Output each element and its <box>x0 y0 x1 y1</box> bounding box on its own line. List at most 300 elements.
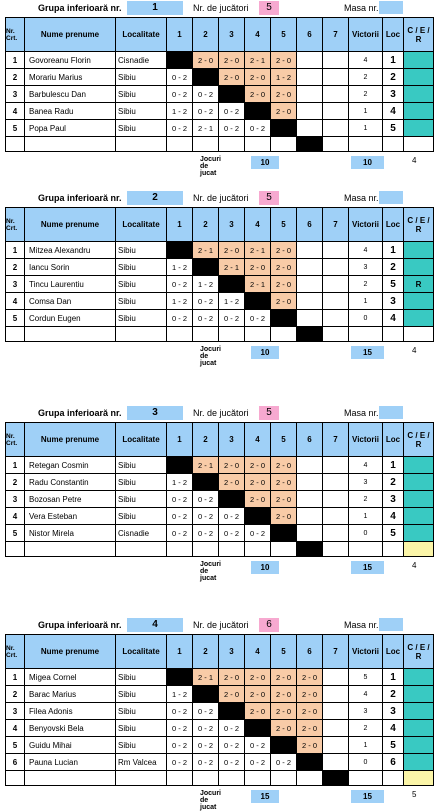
score-cell[interactable]: 0 - 2 <box>193 754 219 771</box>
player-name[interactable] <box>25 771 116 786</box>
player-locality[interactable]: Sibiu <box>116 86 167 103</box>
players-count[interactable]: 5 <box>259 406 279 420</box>
score-cell[interactable] <box>167 542 193 557</box>
score-cell[interactable]: 2 - 0 <box>245 669 271 686</box>
cer-cell[interactable] <box>404 103 434 120</box>
score-cell[interactable] <box>297 457 323 474</box>
score-cell[interactable]: 0 - 2 <box>193 508 219 525</box>
score-cell[interactable] <box>297 293 323 310</box>
score-cell[interactable]: 2 - 0 <box>245 474 271 491</box>
player-name[interactable] <box>25 327 116 342</box>
self-match-cell[interactable] <box>271 737 297 754</box>
score-cell[interactable]: 2 - 0 <box>271 242 297 259</box>
player-locality[interactable]: Sibiu <box>116 276 167 293</box>
table-number-box[interactable] <box>379 191 403 204</box>
col-header-opponent: 2 <box>193 18 219 52</box>
score-cell[interactable]: 2 - 0 <box>271 103 297 120</box>
self-match-cell[interactable] <box>219 86 245 103</box>
player-name[interactable]: Bozosan Petre <box>25 491 116 508</box>
player-name[interactable]: Migea Cornel <box>25 669 116 686</box>
player-locality[interactable] <box>116 542 167 557</box>
col-header-name: Nume prenume <box>25 208 116 242</box>
self-match-cell[interactable] <box>297 542 323 557</box>
self-match-cell[interactable] <box>271 120 297 137</box>
player-locality[interactable]: Rm Valcea <box>116 754 167 771</box>
score-cell[interactable] <box>323 542 349 557</box>
rank-cell[interactable] <box>383 327 404 342</box>
score-cell[interactable]: 2 - 0 <box>219 242 245 259</box>
self-match-cell[interactable] <box>193 259 219 276</box>
player-name[interactable]: Banea Radu <box>25 103 116 120</box>
score-cell[interactable]: 0 - 2 <box>167 276 193 293</box>
score-cell[interactable]: 2 - 0 <box>271 276 297 293</box>
player-name[interactable]: Vera Esteban <box>25 508 116 525</box>
score-cell[interactable] <box>193 771 219 786</box>
score-cell[interactable] <box>167 137 193 152</box>
row-number <box>6 542 25 557</box>
score-cell[interactable]: 2 - 0 <box>297 737 323 754</box>
score-cell[interactable] <box>323 276 349 293</box>
score-cell[interactable]: 2 - 0 <box>219 52 245 69</box>
player-locality[interactable]: Sibiu <box>116 457 167 474</box>
player-name[interactable]: Govoreanu Florin <box>25 52 116 69</box>
rank-cell[interactable]: 2 <box>383 259 404 276</box>
rank-cell[interactable]: 3 <box>383 86 404 103</box>
score-cell[interactable]: 0 - 2 <box>219 120 245 137</box>
score-cell[interactable] <box>297 120 323 137</box>
rank-cell[interactable]: 1 <box>383 52 404 69</box>
score-cell[interactable] <box>297 259 323 276</box>
cer-cell[interactable] <box>404 242 434 259</box>
rank-cell[interactable]: 4 <box>383 310 404 327</box>
score-cell[interactable]: 2 - 0 <box>219 474 245 491</box>
player-locality[interactable]: Sibiu <box>116 103 167 120</box>
group-number[interactable]: 3 <box>127 406 183 420</box>
self-match-cell[interactable] <box>219 703 245 720</box>
score-cell[interactable] <box>323 327 349 342</box>
score-cell[interactable] <box>297 310 323 327</box>
rank-cell[interactable]: 2 <box>383 686 404 703</box>
cer-cell[interactable] <box>404 491 434 508</box>
score-cell[interactable]: 0 - 2 <box>271 754 297 771</box>
player-locality[interactable] <box>116 137 167 152</box>
score-cell[interactable]: 0 - 2 <box>167 120 193 137</box>
score-cell[interactable]: 0 - 2 <box>193 703 219 720</box>
player-name[interactable]: Benyovski Bela <box>25 720 116 737</box>
rank-cell[interactable]: 5 <box>383 737 404 754</box>
player-locality[interactable]: Sibiu <box>116 242 167 259</box>
score-cell[interactable]: 2 - 0 <box>297 703 323 720</box>
score-cell[interactable]: 0 - 2 <box>193 525 219 542</box>
score-cell[interactable] <box>219 542 245 557</box>
row-number: 2 <box>6 69 25 86</box>
score-cell[interactable]: 2 - 1 <box>245 52 271 69</box>
score-cell[interactable]: 2 - 0 <box>271 293 297 310</box>
player-locality[interactable]: Sibiu <box>116 686 167 703</box>
player-name[interactable]: Mitzea Alexandru <box>25 242 116 259</box>
rank-cell[interactable]: 1 <box>383 669 404 686</box>
cer-cell[interactable] <box>404 754 434 771</box>
score-cell[interactable]: 2 - 0 <box>297 669 323 686</box>
score-cell[interactable]: 0 - 2 <box>245 120 271 137</box>
score-cell[interactable] <box>297 771 323 786</box>
table-row <box>6 242 434 259</box>
score-cell[interactable] <box>323 737 349 754</box>
score-cell[interactable]: 0 - 2 <box>193 103 219 120</box>
self-match-cell[interactable] <box>245 293 271 310</box>
score-cell[interactable] <box>323 457 349 474</box>
score-cell[interactable] <box>323 703 349 720</box>
self-match-cell[interactable] <box>271 310 297 327</box>
self-match-cell[interactable] <box>245 508 271 525</box>
score-cell[interactable] <box>245 327 271 342</box>
score-cell[interactable]: 0 - 2 <box>219 525 245 542</box>
score-cell[interactable]: 2 - 0 <box>271 52 297 69</box>
player-locality[interactable]: Sibiu <box>116 69 167 86</box>
player-name[interactable]: Radu Constantin <box>25 474 116 491</box>
score-cell[interactable]: 0 - 2 <box>167 310 193 327</box>
self-match-cell[interactable] <box>219 276 245 293</box>
self-match-cell[interactable] <box>219 491 245 508</box>
table-number-box[interactable] <box>379 618 403 631</box>
cer-cell[interactable] <box>404 293 434 310</box>
score-cell[interactable] <box>219 327 245 342</box>
rank-cell[interactable]: 4 <box>383 508 404 525</box>
score-cell[interactable]: 0 - 2 <box>167 525 193 542</box>
player-locality[interactable] <box>116 771 167 786</box>
score-cell[interactable]: 1 - 2 <box>193 276 219 293</box>
rank-cell[interactable]: 3 <box>383 703 404 720</box>
player-locality[interactable]: Sibiu <box>116 669 167 686</box>
score-cell[interactable] <box>323 474 349 491</box>
cer-cell[interactable] <box>404 474 434 491</box>
group-header <box>0 0 434 17</box>
group-number[interactable]: 4 <box>127 618 183 632</box>
score-cell[interactable]: 0 - 2 <box>167 86 193 103</box>
player-locality[interactable]: Sibiu <box>116 737 167 754</box>
score-cell[interactable]: 2 - 0 <box>271 720 297 737</box>
score-cell[interactable]: 2 - 0 <box>297 686 323 703</box>
self-match-cell[interactable] <box>323 771 349 786</box>
cer-cell[interactable] <box>404 327 434 342</box>
score-cell[interactable] <box>219 771 245 786</box>
score-cell[interactable]: 2 - 0 <box>245 457 271 474</box>
cer-cell[interactable] <box>404 259 434 276</box>
group-number[interactable]: 2 <box>127 191 183 205</box>
score-cell[interactable]: 0 - 2 <box>219 720 245 737</box>
score-cell[interactable]: 0 - 2 <box>193 737 219 754</box>
score-cell[interactable] <box>323 69 349 86</box>
player-locality[interactable]: Sibiu <box>116 491 167 508</box>
cer-cell[interactable] <box>404 508 434 525</box>
cer-cell[interactable] <box>404 525 434 542</box>
score-cell[interactable] <box>245 771 271 786</box>
rank-cell[interactable]: 4 <box>383 720 404 737</box>
score-cell[interactable] <box>323 293 349 310</box>
player-name[interactable]: Tincu Laurentiu <box>25 276 116 293</box>
score-cell[interactable]: 2 - 0 <box>271 474 297 491</box>
score-cell[interactable]: 0 - 2 <box>219 310 245 327</box>
player-locality[interactable]: Sibiu <box>116 310 167 327</box>
score-cell[interactable]: 2 - 0 <box>245 703 271 720</box>
rank-cell[interactable] <box>383 542 404 557</box>
score-cell[interactable] <box>297 52 323 69</box>
score-cell[interactable]: 0 - 2 <box>167 720 193 737</box>
score-cell[interactable]: 0 - 2 <box>219 508 245 525</box>
score-cell[interactable]: 2 - 0 <box>219 457 245 474</box>
score-cell[interactable] <box>219 137 245 152</box>
score-cell[interactable]: 2 - 1 <box>193 120 219 137</box>
player-name[interactable]: Retegan Cosmin <box>25 457 116 474</box>
self-match-cell[interactable] <box>193 686 219 703</box>
cer-cell[interactable] <box>404 310 434 327</box>
player-name[interactable] <box>25 137 116 152</box>
score-cell[interactable]: 2 - 0 <box>245 686 271 703</box>
score-cell[interactable]: 2 - 0 <box>245 86 271 103</box>
score-cell[interactable]: 2 - 0 <box>271 669 297 686</box>
table-number-box[interactable] <box>379 1 403 14</box>
players-count[interactable]: 6 <box>259 618 279 632</box>
score-cell[interactable]: 2 - 0 <box>271 508 297 525</box>
score-cell[interactable]: 0 - 2 <box>219 737 245 754</box>
rank-cell[interactable] <box>383 771 404 786</box>
rank-cell[interactable]: 4 <box>383 103 404 120</box>
rank-cell[interactable]: 6 <box>383 754 404 771</box>
player-name[interactable]: Iancu Sorin <box>25 259 116 276</box>
score-cell[interactable] <box>297 491 323 508</box>
self-match-cell[interactable] <box>271 525 297 542</box>
score-cell[interactable]: 2 - 1 <box>245 242 271 259</box>
cer-cell[interactable] <box>404 720 434 737</box>
score-cell[interactable] <box>167 327 193 342</box>
score-cell[interactable]: 2 - 1 <box>193 242 219 259</box>
score-cell[interactable] <box>323 242 349 259</box>
score-cell[interactable] <box>245 542 271 557</box>
score-cell[interactable]: 0 - 2 <box>245 754 271 771</box>
player-name[interactable]: Barbulescu Dan <box>25 86 116 103</box>
player-locality[interactable]: Sibiu <box>116 703 167 720</box>
self-match-cell[interactable] <box>297 327 323 342</box>
score-cell[interactable] <box>323 686 349 703</box>
score-cell[interactable]: 2 - 0 <box>271 259 297 276</box>
score-cell[interactable]: 2 - 0 <box>193 52 219 69</box>
self-match-cell[interactable] <box>297 754 323 771</box>
score-cell[interactable] <box>271 542 297 557</box>
score-cell[interactable] <box>323 525 349 542</box>
score-cell[interactable]: 2 - 0 <box>271 86 297 103</box>
rank-cell[interactable]: 3 <box>383 293 404 310</box>
player-name[interactable]: Nistor Mirela <box>25 525 116 542</box>
row-number: 1 <box>6 242 25 259</box>
self-match-cell[interactable] <box>245 103 271 120</box>
score-cell[interactable] <box>323 86 349 103</box>
group-number[interactable]: 1 <box>127 1 183 15</box>
cer-cell[interactable] <box>404 69 434 86</box>
table-number-box[interactable] <box>379 406 403 419</box>
rank-cell[interactable]: 2 <box>383 474 404 491</box>
score-cell[interactable] <box>323 52 349 69</box>
score-cell[interactable]: 0 - 2 <box>193 720 219 737</box>
player-locality[interactable]: Sibiu <box>116 720 167 737</box>
score-cell[interactable] <box>193 327 219 342</box>
row-number <box>6 137 25 152</box>
score-cell[interactable]: 2 - 0 <box>271 491 297 508</box>
player-name[interactable]: Barac Marius <box>25 686 116 703</box>
victories-cell: 2 <box>349 86 383 103</box>
player-locality[interactable]: Cisnadie <box>116 52 167 69</box>
score-cell[interactable] <box>193 542 219 557</box>
rank-cell[interactable] <box>383 137 404 152</box>
score-cell[interactable]: 2 - 1 <box>219 259 245 276</box>
score-cell[interactable] <box>297 474 323 491</box>
player-locality[interactable]: Sibiu <box>116 474 167 491</box>
score-cell[interactable]: 2 - 0 <box>271 457 297 474</box>
score-cell[interactable] <box>323 103 349 120</box>
cer-cell[interactable] <box>404 669 434 686</box>
score-cell[interactable]: 2 - 1 <box>245 276 271 293</box>
score-cell[interactable] <box>323 259 349 276</box>
player-locality[interactable]: Sibiu <box>116 508 167 525</box>
players-count[interactable]: 5 <box>259 1 279 15</box>
cer-cell[interactable] <box>404 120 434 137</box>
player-name[interactable]: Cordun Eugen <box>25 310 116 327</box>
player-name[interactable]: Comsa Dan <box>25 293 116 310</box>
score-cell[interactable]: 2 - 1 <box>193 457 219 474</box>
score-cell[interactable] <box>323 669 349 686</box>
player-name[interactable] <box>25 542 116 557</box>
score-cell[interactable]: 2 - 0 <box>271 686 297 703</box>
score-cell[interactable]: 1 - 2 <box>219 293 245 310</box>
cer-cell[interactable] <box>404 542 434 557</box>
score-cell[interactable]: 0 - 2 <box>245 310 271 327</box>
player-locality[interactable]: Sibiu <box>116 259 167 276</box>
score-cell[interactable]: 1 - 2 <box>167 686 193 703</box>
score-cell[interactable] <box>167 771 193 786</box>
score-cell[interactable]: 1 - 2 <box>167 259 193 276</box>
self-match-cell[interactable] <box>245 720 271 737</box>
cer-cell[interactable] <box>404 52 434 69</box>
score-cell[interactable]: 0 - 2 <box>193 293 219 310</box>
player-locality[interactable]: Sibiu <box>116 293 167 310</box>
score-cell[interactable]: 2 - 0 <box>245 491 271 508</box>
score-cell[interactable]: 0 - 2 <box>219 754 245 771</box>
score-cell[interactable]: 2 - 0 <box>219 669 245 686</box>
score-cell[interactable] <box>297 103 323 120</box>
cer-cell[interactable] <box>404 703 434 720</box>
score-cell[interactable] <box>271 327 297 342</box>
score-cell[interactable]: 0 - 2 <box>245 525 271 542</box>
rank-cell[interactable]: 1 <box>383 242 404 259</box>
score-cell[interactable] <box>297 276 323 293</box>
cer-cell[interactable] <box>404 686 434 703</box>
score-cell[interactable]: 0 - 2 <box>167 508 193 525</box>
rank-cell[interactable]: 5 <box>383 120 404 137</box>
cer-cell[interactable] <box>404 737 434 754</box>
score-cell[interactable] <box>323 508 349 525</box>
score-cell[interactable] <box>297 242 323 259</box>
score-cell[interactable] <box>297 508 323 525</box>
player-name[interactable]: Popa Paul <box>25 120 116 137</box>
player-name[interactable]: Filea Adonis <box>25 703 116 720</box>
self-match-cell[interactable] <box>193 69 219 86</box>
score-cell[interactable] <box>297 86 323 103</box>
players-count[interactable]: 5 <box>259 191 279 205</box>
score-cell[interactable]: 1 - 2 <box>167 474 193 491</box>
score-cell[interactable] <box>245 137 271 152</box>
self-match-cell[interactable] <box>167 457 193 474</box>
cer-cell[interactable] <box>404 457 434 474</box>
score-cell[interactable]: 1 - 2 <box>167 293 193 310</box>
player-locality[interactable]: Sibiu <box>116 120 167 137</box>
rank-cell[interactable]: 2 <box>383 69 404 86</box>
score-cell[interactable]: 0 - 2 <box>193 491 219 508</box>
self-match-cell[interactable] <box>167 52 193 69</box>
score-cell[interactable]: 0 - 2 <box>167 69 193 86</box>
cer-cell[interactable] <box>404 137 434 152</box>
score-cell[interactable]: 2 - 1 <box>193 669 219 686</box>
victories-cell: 2 <box>349 720 383 737</box>
score-cell[interactable]: 2 - 0 <box>245 69 271 86</box>
score-cell[interactable]: 1 - 2 <box>271 69 297 86</box>
cer-cell[interactable]: R <box>404 276 434 293</box>
row-number: 5 <box>6 525 25 542</box>
score-cell[interactable]: 0 - 2 <box>219 103 245 120</box>
score-cell[interactable]: 0 - 2 <box>167 737 193 754</box>
score-cell[interactable]: 0 - 2 <box>245 737 271 754</box>
player-name[interactable]: Pauna Lucian <box>25 754 116 771</box>
score-cell[interactable]: 0 - 2 <box>193 86 219 103</box>
score-cell[interactable]: 2 - 0 <box>219 69 245 86</box>
score-cell[interactable] <box>323 754 349 771</box>
score-cell[interactable] <box>297 525 323 542</box>
score-cell[interactable] <box>323 720 349 737</box>
cer-cell[interactable] <box>404 771 434 786</box>
rank-cell[interactable]: 5 <box>383 276 404 293</box>
score-cell[interactable]: 1 - 2 <box>167 103 193 120</box>
self-match-cell[interactable] <box>167 242 193 259</box>
score-cell[interactable]: 2 - 0 <box>297 720 323 737</box>
self-match-cell[interactable] <box>167 669 193 686</box>
rank-cell[interactable]: 1 <box>383 457 404 474</box>
score-cell[interactable] <box>271 771 297 786</box>
row-number: 1 <box>6 457 25 474</box>
self-match-cell[interactable] <box>193 474 219 491</box>
score-cell[interactable]: 0 - 2 <box>167 703 193 720</box>
player-name[interactable]: Guidu Mihai <box>25 737 116 754</box>
score-cell[interactable] <box>297 69 323 86</box>
player-name[interactable]: Morariu Marius <box>25 69 116 86</box>
score-cell[interactable]: 0 - 2 <box>167 491 193 508</box>
player-locality[interactable] <box>116 327 167 342</box>
score-cell[interactable] <box>323 120 349 137</box>
score-cell[interactable] <box>193 137 219 152</box>
score-cell[interactable] <box>323 310 349 327</box>
cer-cell[interactable] <box>404 86 434 103</box>
rank-cell[interactable]: 5 <box>383 525 404 542</box>
score-cell[interactable]: 0 - 2 <box>167 754 193 771</box>
score-cell[interactable]: 2 - 0 <box>219 686 245 703</box>
col-header-nr: Nr. Crt. <box>6 635 25 669</box>
score-cell[interactable] <box>271 137 297 152</box>
self-match-cell[interactable] <box>297 137 323 152</box>
score-cell[interactable] <box>323 491 349 508</box>
score-cell[interactable]: 2 - 0 <box>245 259 271 276</box>
score-cell[interactable]: 2 - 0 <box>271 703 297 720</box>
score-cell[interactable]: 0 - 2 <box>193 310 219 327</box>
score-cell[interactable] <box>323 137 349 152</box>
rank-cell[interactable]: 3 <box>383 491 404 508</box>
player-locality[interactable]: Cisnadie <box>116 525 167 542</box>
